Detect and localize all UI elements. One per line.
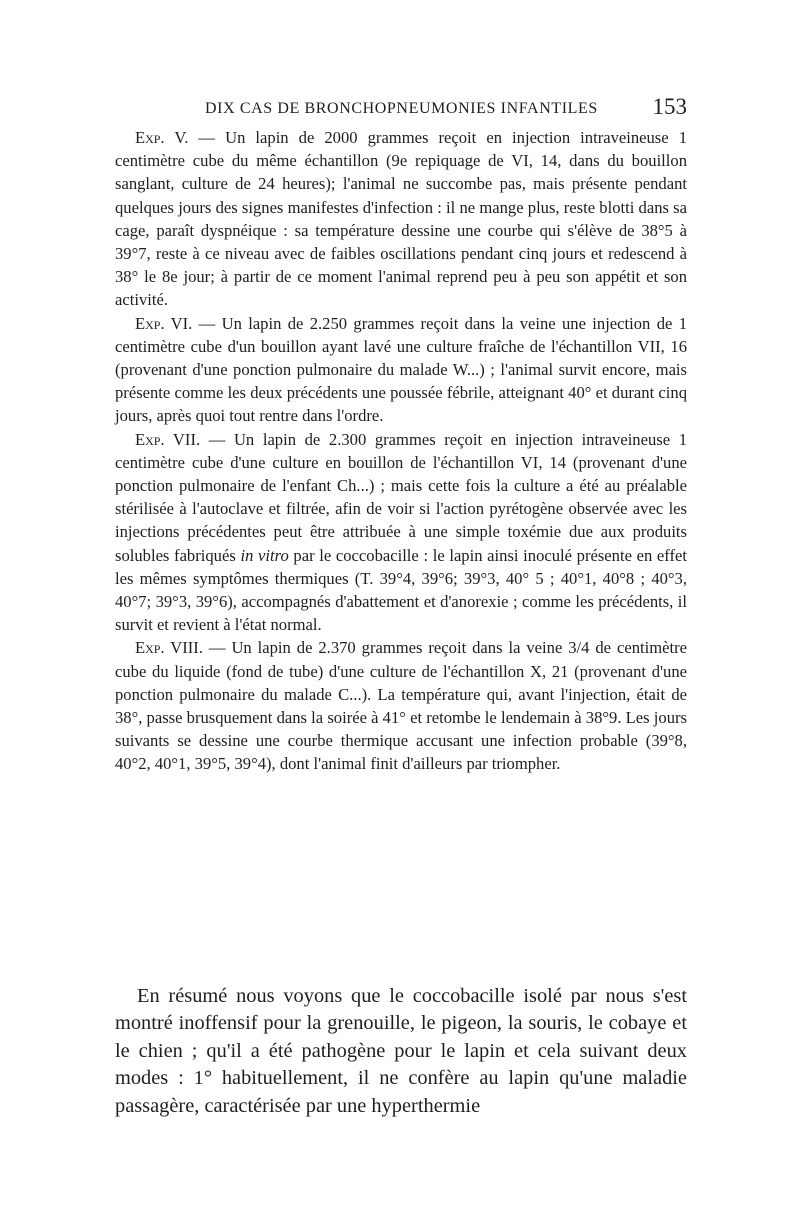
experiment-5-text: — Un lapin de 2000 grammes reçoit en injection intraveineuse 1 centimètre cube du même échantillon (9e repiquage de VI, 14, dans du bouillon sanglant, culture de 24 heures); l'animal ne succombe pas, mais présente pendant quelques jours des signes manifestes d'infection : il ne mange plus, reste blotti dans sa cage, paraît dyspnéique : sa température dessine une courbe qui s'élève de 38°5 à 39°7, reste à ce niveau avec de faibles oscillations pendant cinq jours et redescend à 38° le 8e jour; à partir de ce moment l'animal reprend peu à peu son appétit et son activité. — [115, 128, 687, 310]
experiment-6-paragraph — [115, 312, 687, 428]
experiment-7-paragraph — [115, 428, 687, 637]
running-head — [115, 94, 687, 124]
experiment-7-label: Exp. VII. — [135, 429, 201, 449]
experiment-6-label: Exp. VI. — [135, 313, 193, 333]
experiment-6-text: — Un lapin de 2.250 grammes reçoit dans la veine une injection de 1 centimètre cube d'un bouillon ayant lavé une culture fraîche de l'échantillon VII, 16 (provenant d'une ponction pulmonaire du malade W...) ; l'animal survit encore, mais présente comme les deux précédents une poussée fébrile, atteignant 40° et durant cinq jours, après quoi tout rentre dans l'ordre. — [115, 313, 687, 426]
running-title: DIX CAS DE BRONCHOPNEUMONIES INFANTILES — [205, 100, 598, 117]
experiment-8-label: Exp. VIII. — [135, 638, 203, 658]
experiment-8-paragraph — [115, 636, 687, 775]
experiment-5-paragraph — [115, 126, 687, 312]
experiment-7-text-before: — Un lapin de 2.300 grammes reçoit en injection intraveineuse 1 centimètre cube d'une culture en bouillon de l'échantillon VI, 14 (provenant d'une ponction pulmonaire de l'enfant Ch...) ; mais cette fois la culture a été au préalable stérilisée à l'autoclave et filtrée, afin de voir si l'action pyrétogène observée avec les injections précédentes peut être attribuée à une simple toxémie due aux produits solubles fabriqués — [115, 429, 687, 565]
summary-paragraph: En résumé nous voyons que le coccobacille isolé par nous s'est montré inoffensif pour la grenouille, le pigeon, la souris, le cobaye et le chien ; qu'il a été pathogène pour le lapin et cela suivant deux modes : 1° habituellement, il ne confère au lapin qu'une maladie passagère, caractérisée par une hyperthermie — [115, 985, 687, 1117]
experiments-section — [115, 126, 687, 776]
page-number: 153 — [652, 94, 687, 119]
experiment-5-label: Exp. V. — [135, 128, 189, 147]
experiment-7-text-after: par le coccobacille : le lapin ainsi inoculé présente en effet les mêmes symptômes thermiques (T. 39°4, 39°6; 39°3, 40° 5 ; 40°1, 40°8 ; 40°3, 40°7; 39°3, 39°6), accompagnés d'abattement et d'anorexie ; comme les précédents, il survit et revient à l'état normal. — [115, 545, 688, 635]
summary-section — [115, 983, 687, 1120]
experiment-7-italic: in vitro — [240, 545, 289, 565]
experiment-8-text: — Un lapin de 2.370 grammes reçoit dans la veine 3/4 de centimètre cube du liquide (fond de tube) d'une culture de l'échantillon X, 21 (provenant d'une ponction pulmonaire du malade C...). La température qui, avant l'injection, était de 38°, passe brusquement dans la soirée à 41° et retombe le lendemain à 38°9. Les jours suivants se dessine une courbe thermique accusant une infection probable (39°8, 40°2, 40°1, 39°5, 39°4), dont l'animal finit d'ailleurs par triompher. — [115, 638, 688, 774]
